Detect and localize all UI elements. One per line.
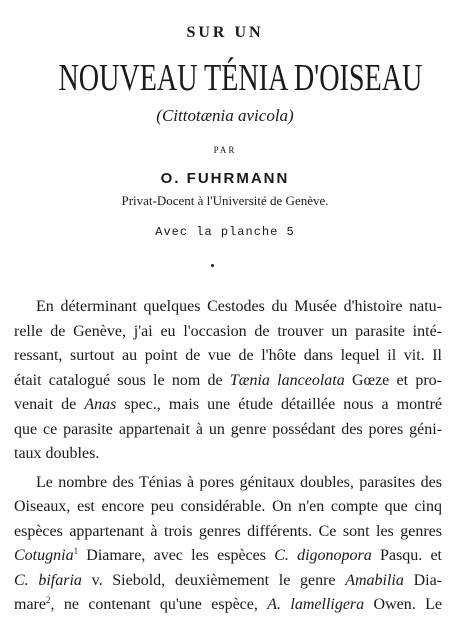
plate-reference: Avec la planche 5	[155, 225, 295, 239]
text-run: , ne contenant qu'une espèce,	[50, 596, 268, 613]
paragraph-line	[14, 593, 442, 618]
pre-title: SUR UN	[186, 24, 264, 41]
footnote-marker: 2	[45, 595, 51, 605]
paragraph-line: Oiseaux, est encore peu considérable. On n'en compte que cinq	[14, 498, 442, 515]
by-label: PAR	[213, 145, 237, 155]
author-name: O. FUHRMANN	[160, 170, 290, 187]
paragraph-line: relle de Genève, j'ai eu l'occasion de trouver un parasite inté-	[14, 322, 442, 340]
paragraph-line: espèces appartenant à trois genres différents. Ce sont les genres	[14, 522, 442, 540]
article-subtitle: (Cittotænia avicola)	[156, 106, 294, 125]
genus-name: Amabilia	[345, 571, 404, 589]
paragraph-line: taux doubles.	[14, 445, 100, 462]
article-title: NOUVEAU TÉNIA D'OISEAU	[58, 57, 423, 99]
text-run: Gœze et pro-	[344, 371, 442, 389]
genus-name: Cotugnia	[14, 547, 74, 564]
genus-name: Anas	[84, 396, 117, 413]
paragraph-line: que ce parasite appartenait à un genre possédant des pores géni-	[14, 420, 442, 438]
text-run: spec., mais une étude détaillée nous a montré	[116, 396, 442, 413]
paragraph-line	[14, 544, 442, 569]
paragraph-line: En déterminant quelques Cestodes du Musée d'histoire natu-	[36, 298, 442, 315]
text-run: venait de	[14, 396, 85, 413]
species-name: A. lamelligera	[267, 596, 365, 613]
text-run: Dia-	[403, 571, 442, 589]
paragraph-line	[14, 569, 442, 594]
species-name: C. digonopora	[274, 547, 372, 564]
text-run: mare	[14, 596, 46, 613]
paragraph-line: ressant, surtout au point de vue de l'hôte dans lequel il vit. Il	[14, 347, 442, 364]
species-name: Tænia lanceolata	[229, 371, 345, 389]
text-run: v. Siebold, deuxièmement le genre	[81, 571, 346, 589]
author-affiliation: Privat-Docent à l'Université de Genève.	[121, 193, 329, 208]
body-text	[14, 295, 442, 618]
text-run: était catalogué sous le nom de	[14, 371, 230, 389]
footnote-marker: 1	[73, 546, 79, 556]
separator-dot	[211, 264, 214, 267]
species-name: C. bifaria	[14, 571, 82, 589]
text-run: Owen. Le	[364, 596, 442, 613]
paragraph-line	[14, 369, 442, 394]
text-run: Diamare, avec les espèces	[78, 547, 275, 564]
paragraph-line: Le nombre des Ténias à pores génitaux doubles, parasites des	[36, 473, 442, 491]
text-run: Pasqu. et	[371, 547, 443, 564]
paragraph-line	[14, 393, 442, 418]
